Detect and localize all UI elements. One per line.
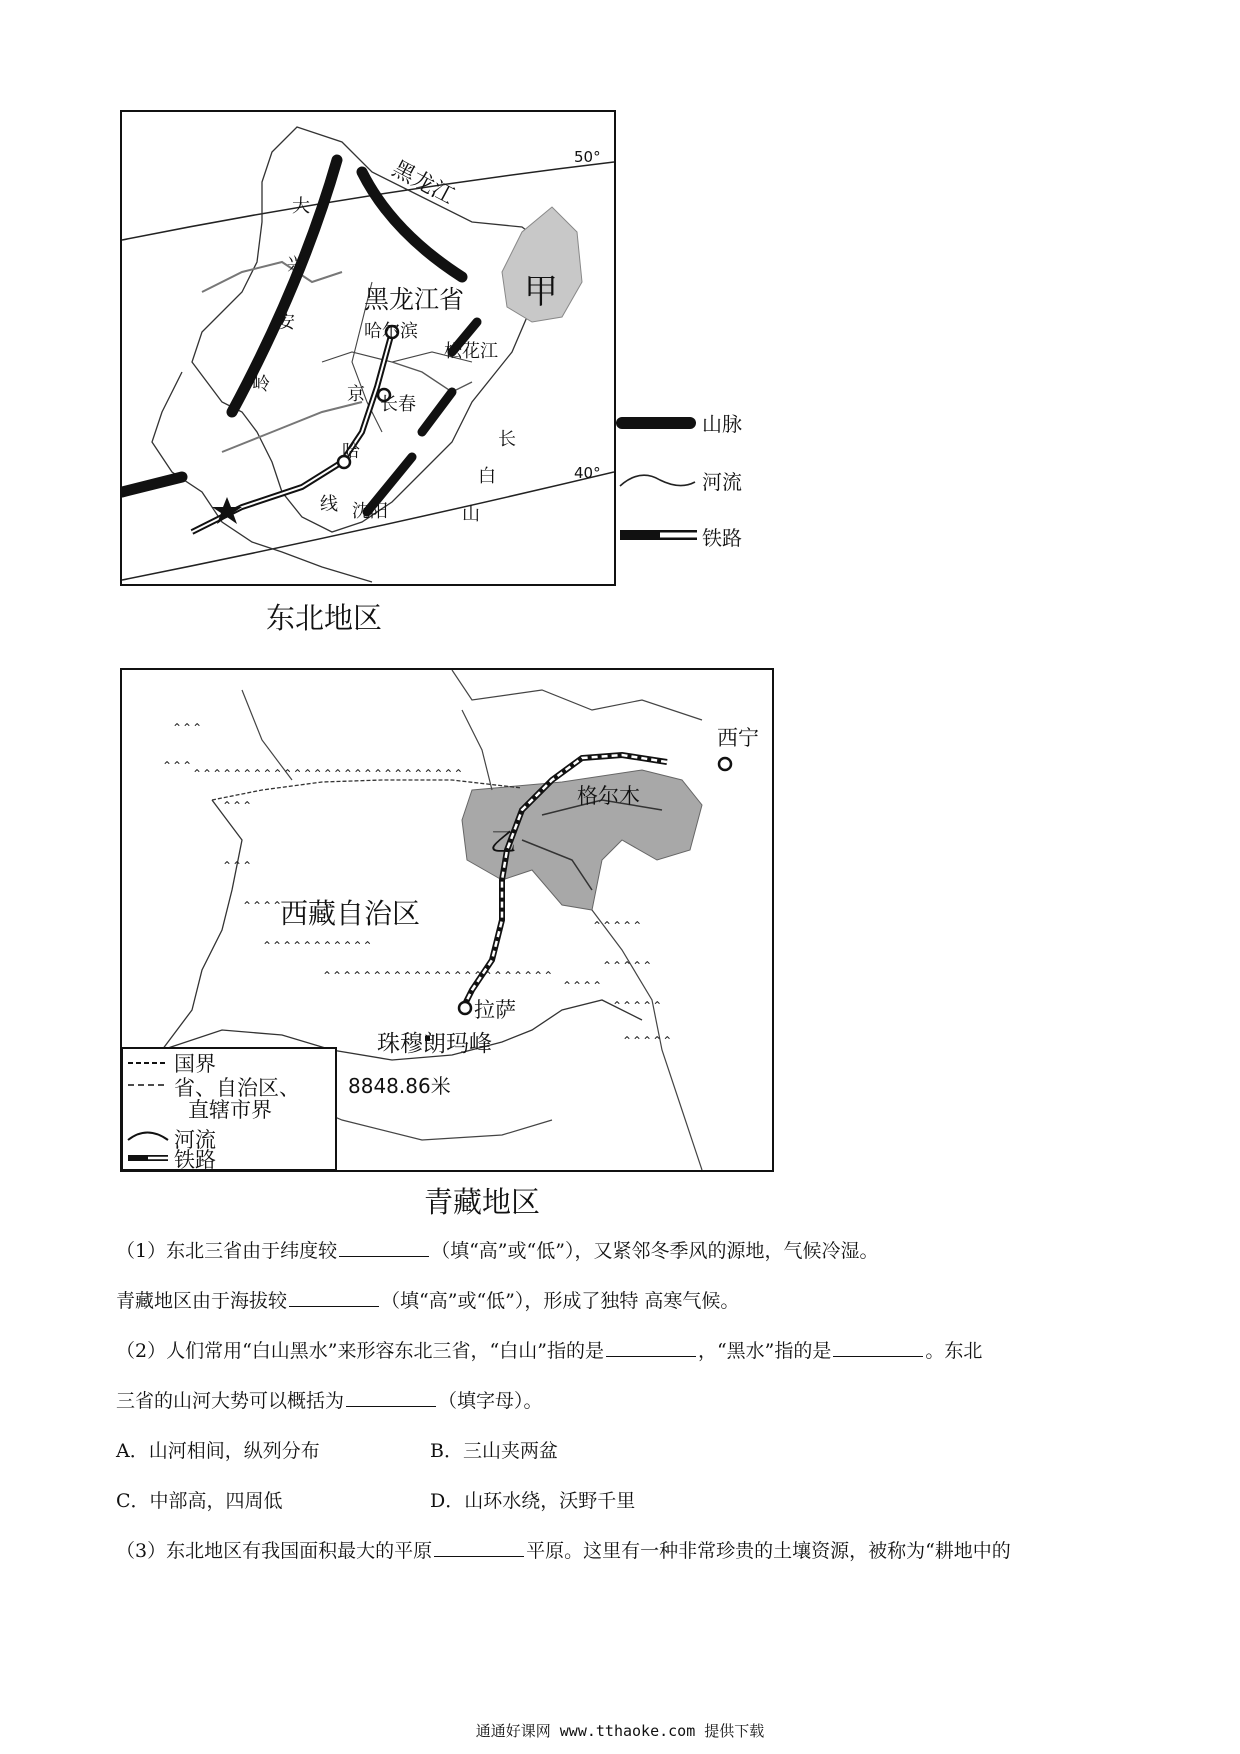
- northeast-map: [120, 110, 616, 586]
- golmud-label: 格尔木: [577, 784, 640, 808]
- question-1-line-2: [116, 1286, 739, 1313]
- changbaishan-label-2: 白: [478, 466, 496, 487]
- question-2-text-c: 。东北: [925, 1340, 983, 1362]
- everest-height-label: 8848.86米: [348, 1074, 451, 1098]
- daxinganling-label-4: 岭: [252, 374, 270, 395]
- question-2-text-a: （2）人们常用“白山黑水”来形容东北三省，“白山”指的是: [116, 1340, 604, 1362]
- answer-blank-4[interactable]: [833, 1336, 923, 1357]
- question-2-text-e: （填字母）。: [438, 1390, 543, 1412]
- svg-text:⌃⌃⌃⌃⌃⌃⌃⌃⌃⌃⌃⌃⌃⌃⌃⌃⌃⌃⌃⌃⌃⌃⌃: ⌃⌃⌃⌃⌃⌃⌃⌃⌃⌃⌃⌃⌃⌃⌃⌃⌃⌃⌃⌃⌃⌃⌃: [322, 969, 554, 983]
- option-a: A．山河相间，纵列分布: [116, 1440, 320, 1462]
- svg-text:⌃⌃⌃⌃: ⌃⌃⌃⌃: [562, 979, 603, 993]
- songhua-river-label: 松花江: [444, 341, 498, 362]
- answer-blank-6[interactable]: [434, 1536, 524, 1557]
- option-b: B．三山夹两盆: [430, 1440, 558, 1462]
- jingha-line-label-1: 京: [347, 384, 365, 405]
- svg-text:⌃⌃⌃: ⌃⌃⌃: [222, 859, 253, 873]
- svg-text:⌃⌃⌃: ⌃⌃⌃: [222, 799, 253, 813]
- svg-text:⌃⌃⌃⌃⌃: ⌃⌃⌃⌃⌃: [622, 1034, 673, 1048]
- question-2-text-b: ，“黑水”指的是: [697, 1340, 832, 1362]
- option-c: C．中部高，四周低: [116, 1490, 283, 1512]
- svg-text:⌃⌃⌃: ⌃⌃⌃: [162, 759, 193, 773]
- legend-province-border-label-2: 直辖市界: [188, 1098, 272, 1122]
- harbin-label: 哈尔滨: [364, 321, 418, 342]
- svg-text:⌃⌃⌃⌃⌃⌃⌃⌃⌃⌃⌃: ⌃⌃⌃⌃⌃⌃⌃⌃⌃⌃⌃: [262, 939, 373, 953]
- question-1-text-b: （填“高”或“低”），又紧邻冬季风的源地，气候冷湿。: [431, 1240, 879, 1262]
- xining-label: 西宁: [717, 726, 759, 750]
- answer-blank-2[interactable]: [289, 1286, 379, 1307]
- footer-credit: 通通好课网 www.tthaoke.com 提供下载: [475, 1722, 765, 1740]
- latitude-50-label: 50°: [574, 148, 601, 166]
- question-1-text-a: （1）东北三省由于纬度较: [116, 1240, 338, 1262]
- legend-province-border-label-1: 省、自治区、: [174, 1076, 300, 1100]
- svg-text:⌃⌃⌃⌃: ⌃⌃⌃⌃: [242, 899, 283, 913]
- daxinganling-label-3: 安: [277, 312, 295, 333]
- svg-text:⌃⌃⌃⌃⌃: ⌃⌃⌃⌃⌃: [602, 959, 653, 973]
- legend-railway-label: 铁路: [702, 526, 742, 550]
- changchun-label: 长春: [380, 394, 416, 415]
- legend-railway-label-2: 铁路: [174, 1148, 216, 1172]
- northeast-map-caption: 东北地区: [266, 601, 383, 635]
- question-2-line-1: [116, 1336, 982, 1363]
- legend-river-label: 河流: [702, 470, 742, 494]
- question-1-text-c: 青藏地区由于海拔较: [116, 1290, 288, 1312]
- jingha-line-label-2: 哈: [342, 441, 360, 462]
- jingha-line-label-3: 线: [320, 494, 338, 515]
- question-2-line-2: [116, 1386, 543, 1413]
- everest-label: 珠穆朗玛峰: [377, 1031, 492, 1057]
- changbaishan-label-3: 山: [462, 504, 480, 525]
- question-1-line-1: [116, 1236, 878, 1263]
- tibet-region-label: 西藏自治区: [280, 897, 421, 930]
- answer-blank-5[interactable]: [346, 1386, 436, 1407]
- answer-blank-1[interactable]: [339, 1236, 429, 1257]
- legend-border-label: 国界: [174, 1052, 216, 1076]
- daxinganling-label-1: 大: [292, 196, 310, 217]
- heilongjiang-province-label: 黑龙江省: [364, 285, 465, 314]
- legend-river-label-2: 河流: [174, 1128, 216, 1152]
- svg-text:⌃⌃⌃⌃⌃⌃⌃⌃⌃⌃⌃⌃⌃⌃⌃⌃⌃⌃⌃⌃⌃⌃⌃⌃⌃⌃⌃: ⌃⌃⌃⌃⌃⌃⌃⌃⌃⌃⌃⌃⌃⌃⌃⌃⌃⌃⌃⌃⌃⌃⌃⌃⌃⌃⌃: [192, 767, 464, 781]
- region-yi-label: 乙: [490, 828, 517, 858]
- shenyang-label: 沈阳: [352, 501, 388, 522]
- qinghai-tibet-map: [120, 668, 774, 1172]
- svg-text:⌃⌃⌃⌃⌃: ⌃⌃⌃⌃⌃: [592, 919, 643, 933]
- question-3-text-a: （3）东北地区有我国面积最大的平原: [116, 1540, 433, 1562]
- option-d: D．山环水绕，沃野千里: [430, 1490, 636, 1512]
- question-3-text-b: 平原。这里有一种非常珍贵的土壤资源，被称为“耕地中的: [526, 1540, 1011, 1562]
- latitude-40-label: 40°: [574, 464, 601, 482]
- changbaishan-label-1: 长: [498, 429, 516, 450]
- svg-text:⌃⌃⌃: ⌃⌃⌃: [172, 721, 203, 735]
- question-3-line-1: [116, 1536, 1011, 1563]
- answer-blank-3[interactable]: [606, 1336, 696, 1357]
- qinghai-tibet-map-caption: 青藏地区: [424, 1185, 541, 1219]
- legend-mountain-label: 山脉: [702, 412, 742, 436]
- question-2-text-d: 三省的山河大势可以概括为: [116, 1390, 345, 1412]
- question-1-text-d: （填“高”或“低”），形成了独特 高寒气候。: [381, 1290, 740, 1312]
- lhasa-label: 拉萨: [474, 998, 516, 1022]
- svg-text:⌃⌃⌃⌃⌃: ⌃⌃⌃⌃⌃: [612, 999, 663, 1013]
- heilongjiang-river-label: 黑龙江: [387, 156, 458, 210]
- region-jia-label: 甲: [524, 272, 558, 312]
- daxinganling-label-2: 兴: [287, 254, 305, 275]
